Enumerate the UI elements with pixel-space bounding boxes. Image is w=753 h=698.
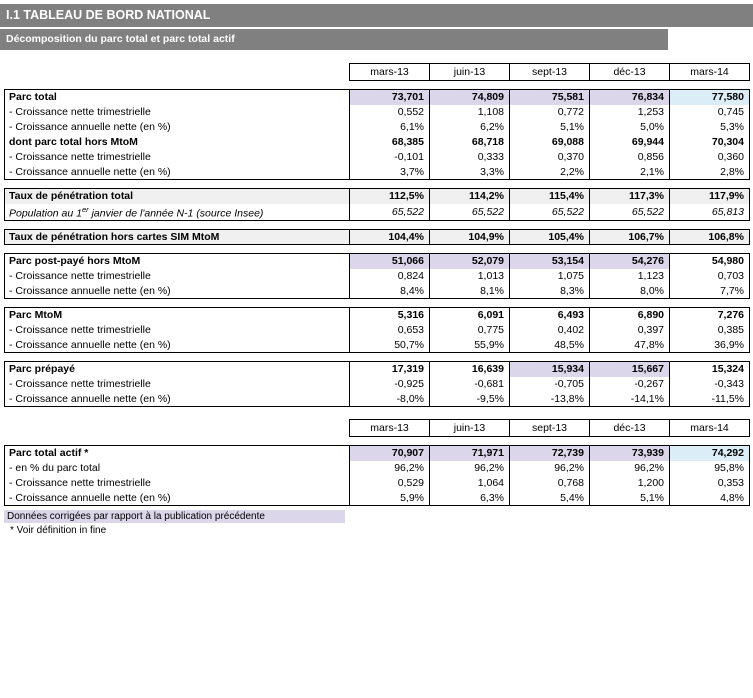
data-cell: 105,4% <box>510 230 590 245</box>
data-cell: 74,292 <box>670 446 750 461</box>
table-row <box>5 254 750 269</box>
spacer-cell <box>5 353 350 362</box>
spacer-cell <box>670 299 750 308</box>
spacer-cell <box>670 353 750 362</box>
spacer-cell <box>350 180 430 189</box>
data-cell: 117,3% <box>590 189 670 204</box>
data-cell: 7,7% <box>670 284 750 299</box>
spacer-cell <box>350 353 430 362</box>
table-row <box>5 284 750 299</box>
actif-table <box>4 419 750 506</box>
row-label: - Croissance nette trimestrielle <box>5 105 350 120</box>
spacer-cell <box>5 437 350 446</box>
spacer-cell <box>670 245 750 254</box>
data-cell: -8,0% <box>350 392 430 407</box>
data-cell: 73,939 <box>590 446 670 461</box>
row-label: Taux de pénétration total <box>5 189 350 204</box>
data-cell: -0,705 <box>510 377 590 392</box>
data-cell: 6,2% <box>430 120 510 135</box>
data-cell: 68,385 <box>350 135 430 150</box>
data-cell: 70,907 <box>350 446 430 461</box>
column-header: sept-13 <box>510 420 590 437</box>
data-cell: -13,8% <box>510 392 590 407</box>
data-cell: 1,253 <box>590 105 670 120</box>
data-cell: 0,768 <box>510 476 590 491</box>
spacer-cell <box>430 180 510 189</box>
table-row <box>5 308 750 323</box>
page-subtitle: Décomposition du parc total et parc total actif <box>0 29 668 50</box>
data-cell: 96,2% <box>590 461 670 476</box>
data-cell: 7,276 <box>670 308 750 323</box>
spacer-cell <box>670 81 750 90</box>
data-cell: 8,4% <box>350 284 430 299</box>
row-label: - Croissance nette trimestrielle <box>5 377 350 392</box>
data-cell: 65,522 <box>510 204 590 221</box>
data-cell: 117,9% <box>670 189 750 204</box>
data-cell: 1,064 <box>430 476 510 491</box>
row-label: dont parc total hors MtoM <box>5 135 350 150</box>
spacer-cell <box>590 180 670 189</box>
spacer-cell <box>430 353 510 362</box>
data-cell: -0,101 <box>350 150 430 165</box>
data-cell: 1,013 <box>430 269 510 284</box>
data-cell: 0,360 <box>670 150 750 165</box>
data-cell: 51,066 <box>350 254 430 269</box>
data-cell: 6,1% <box>350 120 430 135</box>
data-cell: 48,5% <box>510 338 590 353</box>
spacer-cell <box>350 81 430 90</box>
table-row <box>5 269 750 284</box>
data-cell: 0,333 <box>430 150 510 165</box>
spacer-cell <box>430 437 510 446</box>
spacer-cell <box>590 299 670 308</box>
data-cell: 53,154 <box>510 254 590 269</box>
row-label: - Croissance nette trimestrielle <box>5 323 350 338</box>
table-row <box>5 323 750 338</box>
table-row <box>5 150 750 165</box>
data-cell: 65,522 <box>590 204 670 221</box>
column-header: déc-13 <box>590 64 670 81</box>
data-cell: -14,1% <box>590 392 670 407</box>
spacer-cell <box>350 437 430 446</box>
table-row <box>5 476 750 491</box>
data-cell: 17,319 <box>350 362 430 377</box>
data-cell: 2,8% <box>670 165 750 180</box>
table-row <box>5 362 750 377</box>
data-cell: 112,5% <box>350 189 430 204</box>
column-header: déc-13 <box>590 420 670 437</box>
data-cell: 74,809 <box>430 90 510 105</box>
report-page <box>0 4 753 698</box>
data-cell: 0,772 <box>510 105 590 120</box>
data-cell: 1,123 <box>590 269 670 284</box>
data-cell: 6,3% <box>430 491 510 506</box>
table-row <box>5 461 750 476</box>
data-cell: 69,088 <box>510 135 590 150</box>
row-label: Parc MtoM <box>5 308 350 323</box>
row-label: Parc post-payé hors MtoM <box>5 254 350 269</box>
data-cell: 104,4% <box>350 230 430 245</box>
column-header: mars-14 <box>670 64 750 81</box>
row-spacer <box>5 221 750 230</box>
spacer-cell <box>510 221 590 230</box>
data-cell: 6,890 <box>590 308 670 323</box>
data-cell: 1,075 <box>510 269 590 284</box>
table-row <box>5 105 750 120</box>
data-cell: 0,529 <box>350 476 430 491</box>
data-cell: 68,718 <box>430 135 510 150</box>
row-label: - en % du parc total <box>5 461 350 476</box>
column-header-row-2 <box>5 420 750 437</box>
spacer-cell <box>590 221 670 230</box>
data-cell: 115,4% <box>510 189 590 204</box>
spacer-cell <box>350 299 430 308</box>
data-cell: -0,267 <box>590 377 670 392</box>
data-cell: 73,701 <box>350 90 430 105</box>
row-label: - Croissance nette trimestrielle <box>5 476 350 491</box>
row-spacer <box>5 245 750 254</box>
data-cell: 16,639 <box>430 362 510 377</box>
data-cell: 1,108 <box>430 105 510 120</box>
data-cell: 8,3% <box>510 284 590 299</box>
column-header: sept-13 <box>510 64 590 81</box>
data-cell: 106,8% <box>670 230 750 245</box>
data-cell: 0,402 <box>510 323 590 338</box>
data-cell: 1,200 <box>590 476 670 491</box>
data-cell: 5,316 <box>350 308 430 323</box>
column-header-row <box>5 64 750 81</box>
data-cell: 2,1% <box>590 165 670 180</box>
row-label: Population au 1er janvier de l'année N-1 (source Insee) <box>5 204 350 221</box>
data-cell: 70,304 <box>670 135 750 150</box>
data-cell: -0,343 <box>670 377 750 392</box>
row-spacer <box>5 81 750 90</box>
row-spacer <box>5 299 750 308</box>
data-cell: 96,2% <box>350 461 430 476</box>
table-row <box>5 165 750 180</box>
spacer-cell <box>5 64 350 81</box>
table-row <box>5 491 750 506</box>
table-row <box>5 90 750 105</box>
row-label: - Croissance nette trimestrielle <box>5 269 350 284</box>
data-cell: 47,8% <box>590 338 670 353</box>
spacer-cell <box>510 437 590 446</box>
data-cell: 0,552 <box>350 105 430 120</box>
spacer-cell <box>510 180 590 189</box>
column-header: juin-13 <box>430 64 510 81</box>
data-cell: 65,522 <box>430 204 510 221</box>
spacer-cell <box>5 420 350 437</box>
row-label: - Croissance annuelle nette (en %) <box>5 284 350 299</box>
data-cell: 0,703 <box>670 269 750 284</box>
data-cell: 15,324 <box>670 362 750 377</box>
data-cell: 5,3% <box>670 120 750 135</box>
data-cell: 5,0% <box>590 120 670 135</box>
data-cell: 95,8% <box>670 461 750 476</box>
main-table <box>4 63 750 407</box>
data-cell: 69,944 <box>590 135 670 150</box>
data-cell: 104,9% <box>430 230 510 245</box>
row-spacer <box>5 180 750 189</box>
data-cell: 114,2% <box>430 189 510 204</box>
row-label: - Croissance annuelle nette (en %) <box>5 165 350 180</box>
spacer-cell <box>430 221 510 230</box>
spacer-cell <box>350 245 430 254</box>
data-cell: 76,834 <box>590 90 670 105</box>
data-cell: 8,0% <box>590 284 670 299</box>
spacer-cell <box>670 180 750 189</box>
spacer-cell <box>510 245 590 254</box>
column-header: mars-13 <box>350 420 430 437</box>
data-cell: 77,580 <box>670 90 750 105</box>
spacer-cell <box>590 245 670 254</box>
legend-note: Données corrigées par rapport à la publication précédente <box>4 510 345 523</box>
data-cell: 6,091 <box>430 308 510 323</box>
data-cell: 65,813 <box>670 204 750 221</box>
spacer-cell <box>5 299 350 308</box>
row-spacer <box>5 437 750 446</box>
data-cell: 5,9% <box>350 491 430 506</box>
row-spacer <box>5 353 750 362</box>
column-header: juin-13 <box>430 420 510 437</box>
row-label: - Croissance annuelle nette (en %) <box>5 392 350 407</box>
data-cell: 71,971 <box>430 446 510 461</box>
spacer-cell <box>510 299 590 308</box>
data-cell: 5,1% <box>510 120 590 135</box>
data-cell: 96,2% <box>510 461 590 476</box>
data-cell: 75,581 <box>510 90 590 105</box>
spacer-cell <box>590 353 670 362</box>
data-cell: 5,4% <box>510 491 590 506</box>
table-row <box>5 204 750 221</box>
data-cell: 65,522 <box>350 204 430 221</box>
data-cell: 4,8% <box>670 491 750 506</box>
row-label: - Croissance nette trimestrielle <box>5 150 350 165</box>
table-row <box>5 392 750 407</box>
data-cell: 0,353 <box>670 476 750 491</box>
spacer-cell <box>430 299 510 308</box>
data-cell: 55,9% <box>430 338 510 353</box>
table-row <box>5 377 750 392</box>
row-label: - Croissance annuelle nette (en %) <box>5 491 350 506</box>
data-cell: 0,824 <box>350 269 430 284</box>
row-label: Parc total <box>5 90 350 105</box>
table-row <box>5 338 750 353</box>
data-cell: -11,5% <box>670 392 750 407</box>
spacer-cell <box>590 437 670 446</box>
data-cell: -9,5% <box>430 392 510 407</box>
data-cell: 96,2% <box>430 461 510 476</box>
footnote: * Voir définition in fine <box>10 525 107 536</box>
spacer-cell <box>430 81 510 90</box>
data-cell: 15,667 <box>590 362 670 377</box>
table-row <box>5 120 750 135</box>
data-cell: 36,9% <box>670 338 750 353</box>
table-row <box>5 230 750 245</box>
spacer-cell <box>5 245 350 254</box>
spacer-cell <box>430 245 510 254</box>
spacer-cell <box>350 221 430 230</box>
spacer-cell <box>510 81 590 90</box>
column-header: mars-13 <box>350 64 430 81</box>
data-cell: 0,653 <box>350 323 430 338</box>
table-row <box>5 446 750 461</box>
table-row <box>5 135 750 150</box>
column-header: mars-14 <box>670 420 750 437</box>
data-cell: 3,3% <box>430 165 510 180</box>
data-cell: 2,2% <box>510 165 590 180</box>
spacer-cell <box>5 81 350 90</box>
data-cell: 6,493 <box>510 308 590 323</box>
row-label: Taux de pénétration hors cartes SIM MtoM <box>5 230 350 245</box>
spacer-cell <box>670 221 750 230</box>
row-label: Parc total actif * <box>5 446 350 461</box>
row-label: - Croissance annuelle nette (en %) <box>5 120 350 135</box>
data-cell: 72,739 <box>510 446 590 461</box>
data-cell: 54,276 <box>590 254 670 269</box>
data-cell: 0,370 <box>510 150 590 165</box>
spacer-cell <box>5 221 350 230</box>
data-cell: 5,1% <box>590 491 670 506</box>
data-cell: 0,385 <box>670 323 750 338</box>
data-cell: -0,681 <box>430 377 510 392</box>
spacer-cell <box>670 437 750 446</box>
data-cell: -0,925 <box>350 377 430 392</box>
spacer-cell <box>5 180 350 189</box>
table-row <box>5 189 750 204</box>
data-cell: 106,7% <box>590 230 670 245</box>
row-label: Parc prépayé <box>5 362 350 377</box>
data-cell: 0,397 <box>590 323 670 338</box>
data-cell: 0,745 <box>670 105 750 120</box>
data-cell: 8,1% <box>430 284 510 299</box>
spacer-cell <box>510 353 590 362</box>
data-cell: 0,856 <box>590 150 670 165</box>
data-cell: 15,934 <box>510 362 590 377</box>
data-cell: 50,7% <box>350 338 430 353</box>
row-label: - Croissance annuelle nette (en %) <box>5 338 350 353</box>
data-cell: 52,079 <box>430 254 510 269</box>
spacer-cell <box>590 81 670 90</box>
data-cell: 54,980 <box>670 254 750 269</box>
data-cell: 0,775 <box>430 323 510 338</box>
page-title: I.1 TABLEAU DE BORD NATIONAL <box>0 4 753 27</box>
data-cell: 3,7% <box>350 165 430 180</box>
